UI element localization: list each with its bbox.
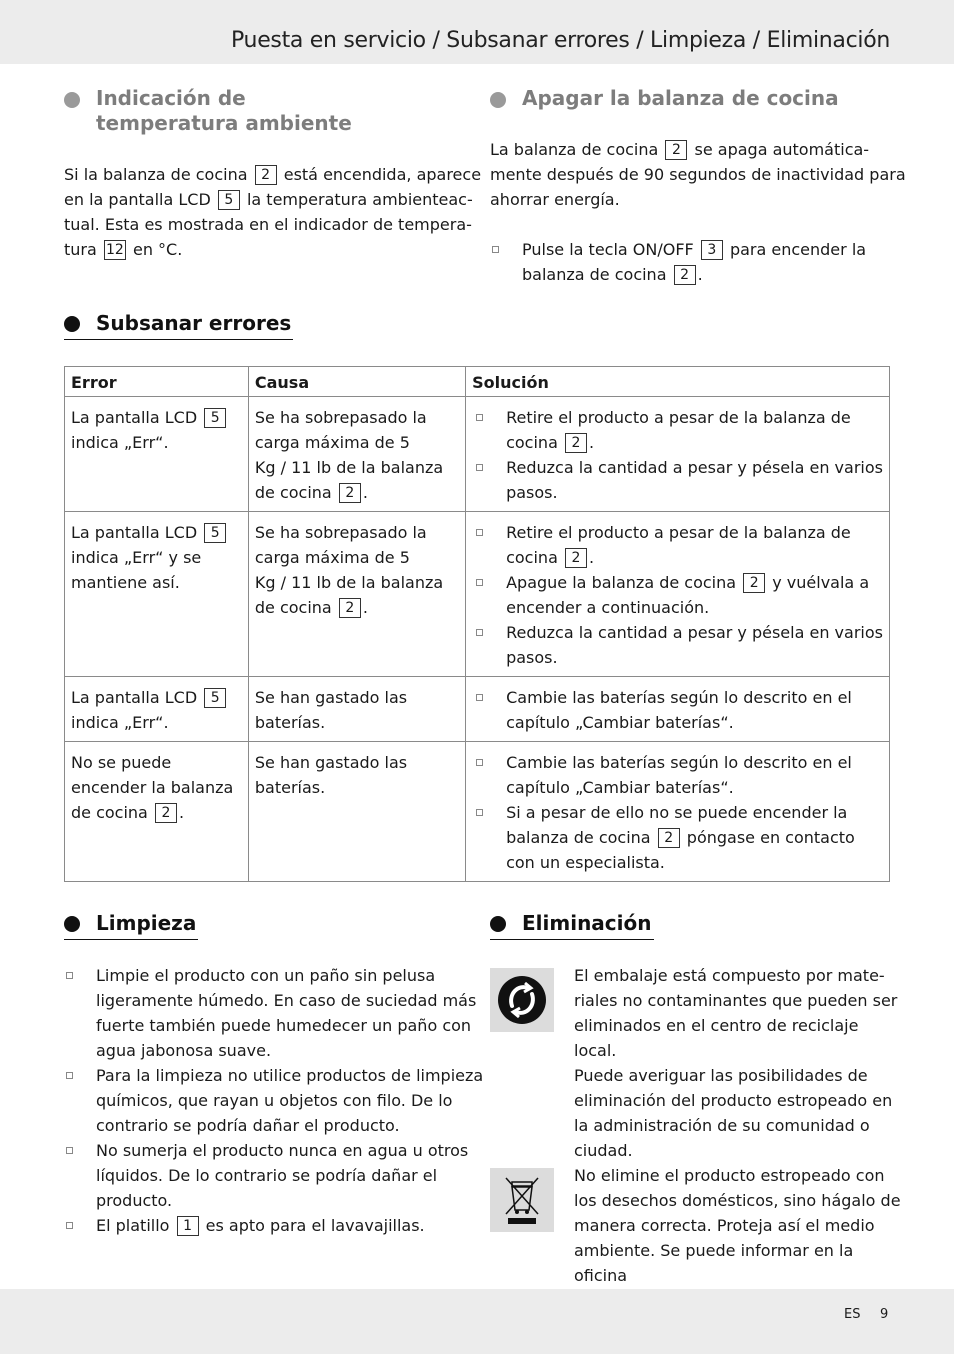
heading-limpieza-text: Limpieza bbox=[64, 911, 198, 940]
page-footer bbox=[0, 1289, 954, 1354]
text: tual. Esta es mostrada en el indicador de tempera- bbox=[64, 215, 472, 234]
checkbox-bullet-icon bbox=[476, 809, 483, 816]
table-row bbox=[65, 677, 890, 742]
heading-apagar bbox=[490, 86, 890, 111]
text: No sumerja el producto nunca en agua u otros bbox=[96, 1141, 469, 1160]
checkbox-bullet-icon bbox=[476, 414, 483, 421]
text: Se han gastado las bbox=[254, 753, 408, 772]
text: póngase en contacto bbox=[686, 828, 855, 847]
text: . bbox=[588, 433, 595, 452]
text: agua jabonosa suave. bbox=[96, 1041, 272, 1060]
ref-number: 2 bbox=[155, 803, 177, 823]
heading-eliminacion-text: Eliminación bbox=[490, 911, 654, 940]
text: No elimine el producto estropeado con bbox=[574, 1166, 885, 1185]
text: carga máxima de 5 bbox=[254, 433, 410, 452]
text: encender la balanza bbox=[71, 778, 234, 797]
heading-temperatura-line1: Indicación de bbox=[96, 86, 246, 110]
text: eliminación del producto estropeado en bbox=[574, 1091, 893, 1110]
apagar-bullet bbox=[490, 237, 900, 287]
text: la administración de su comunidad o bbox=[574, 1116, 870, 1135]
checkbox-bullet-icon bbox=[66, 1072, 73, 1079]
ref-number: 5 bbox=[204, 523, 226, 543]
text: Para la limpieza no utilice productos de limpieza bbox=[96, 1066, 484, 1085]
text: La pantalla LCD bbox=[71, 408, 198, 427]
text: La pantalla LCD bbox=[71, 688, 198, 707]
errors-table bbox=[64, 366, 890, 882]
text: Se ha sobrepasado la bbox=[254, 523, 427, 542]
text: mantiene así. bbox=[71, 573, 180, 592]
text: con un especialista. bbox=[506, 853, 665, 872]
list-item bbox=[64, 1138, 484, 1213]
temperatura-paragraph bbox=[64, 162, 482, 262]
ref-number: 5 bbox=[204, 408, 226, 428]
ref-number: 12 bbox=[104, 240, 126, 260]
page-number: 9 bbox=[880, 1307, 889, 1322]
text: Si a pesar de ello no se puede encender la bbox=[506, 803, 848, 822]
text: producto. bbox=[96, 1191, 173, 1210]
cell-solucion bbox=[466, 742, 890, 882]
cell-error bbox=[65, 397, 249, 512]
text: manera correcta. Proteja así el medio bbox=[574, 1216, 875, 1235]
list-item bbox=[64, 1063, 484, 1138]
text: fuerte también puede humedecer un paño con bbox=[96, 1016, 472, 1035]
column-header-causa: Causa bbox=[248, 367, 465, 397]
ref-number: 2 bbox=[665, 140, 687, 160]
checkbox-bullet-icon bbox=[476, 629, 483, 636]
text: ahorrar energía. bbox=[490, 190, 620, 209]
text: ambiente. Se puede informar en la oficina bbox=[574, 1241, 854, 1285]
text: capítulo „Cambiar baterías“. bbox=[506, 778, 734, 797]
ref-number: 2 bbox=[565, 548, 587, 568]
checkbox-bullet-icon bbox=[476, 529, 483, 536]
text: cocina bbox=[506, 433, 558, 452]
text: Kg / 11 lb de la balanza bbox=[254, 573, 444, 592]
checkbox-bullet-icon bbox=[66, 1147, 73, 1154]
text: balanza de cocina bbox=[522, 265, 667, 284]
heading-apagar-text: Apagar la balanza de cocina bbox=[522, 86, 839, 110]
text: encender a continuación. bbox=[506, 598, 710, 617]
cell-causa bbox=[248, 742, 465, 882]
list-item bbox=[474, 620, 883, 670]
text: eliminados en el centro de reciclaje local. bbox=[574, 1016, 859, 1060]
text: de cocina bbox=[254, 483, 332, 502]
ref-number: 2 bbox=[565, 433, 587, 453]
cell-causa bbox=[248, 512, 465, 677]
ref-number: 3 bbox=[701, 240, 723, 260]
ref-number: 2 bbox=[339, 598, 361, 618]
text: Retire el producto a pesar de la balanza de bbox=[506, 523, 851, 542]
checkbox-bullet-icon bbox=[476, 464, 483, 471]
text: Reduzca la cantidad a pesar y pésela en varios bbox=[506, 458, 883, 477]
text: pasos. bbox=[506, 483, 558, 502]
text: indica „Err“ y se bbox=[71, 548, 202, 567]
apagar-paragraph bbox=[490, 137, 906, 212]
table-row bbox=[65, 742, 890, 882]
text: la temperatura ambienteac- bbox=[246, 190, 473, 209]
list-item bbox=[474, 570, 883, 620]
ref-number: 2 bbox=[658, 828, 680, 848]
text: los desechos domésticos, sino hágalo de bbox=[574, 1191, 901, 1210]
ref-number: 2 bbox=[674, 265, 696, 285]
text: químicos, que rayan u objetos con filo. De lo bbox=[96, 1091, 453, 1110]
list-item bbox=[474, 520, 883, 570]
cell-solucion bbox=[466, 397, 890, 512]
text: en °C. bbox=[132, 240, 183, 259]
text: baterías. bbox=[254, 713, 326, 732]
text: se apaga automática- bbox=[694, 140, 870, 159]
ref-number: 2 bbox=[743, 573, 765, 593]
text: Cambie las baterías según lo descrito en el bbox=[506, 688, 852, 707]
text: Apague la balanza de cocina bbox=[506, 573, 737, 592]
eliminacion-paragraph-2 bbox=[574, 1163, 904, 1288]
ref-number: 2 bbox=[255, 165, 277, 185]
text: La balanza de cocina bbox=[490, 140, 659, 159]
text: baterías. bbox=[254, 778, 326, 797]
heading-limpieza bbox=[64, 911, 198, 940]
text: para encender la bbox=[729, 240, 867, 259]
text: es apto para el lavavajillas. bbox=[205, 1216, 425, 1235]
text: . bbox=[178, 803, 185, 822]
table-header-row bbox=[65, 367, 890, 397]
text: capítulo „Cambiar baterías“. bbox=[506, 713, 734, 732]
checkbox-bullet-icon bbox=[476, 579, 483, 586]
text: Reduzca la cantidad a pesar y pésela en varios bbox=[506, 623, 883, 642]
text: indica „Err“. bbox=[71, 713, 169, 732]
heading-subsanar-text: Subsanar errores bbox=[64, 311, 293, 340]
checkbox-bullet-icon bbox=[476, 759, 483, 766]
text: La pantalla LCD bbox=[71, 523, 198, 542]
ref-number: 1 bbox=[177, 1216, 199, 1236]
checkbox-bullet-icon bbox=[66, 972, 73, 979]
text: líquidos. De lo contrario se podría dañar el bbox=[96, 1166, 438, 1185]
text: . bbox=[697, 265, 703, 284]
text: pasos. bbox=[506, 648, 558, 667]
checkbox-bullet-icon bbox=[492, 246, 499, 253]
text: El platillo bbox=[96, 1216, 170, 1235]
page-title: Puesta en servicio / Subsanar errores / Limpieza / Eliminación bbox=[230, 28, 890, 53]
heading-eliminacion bbox=[490, 911, 654, 940]
table-row bbox=[65, 397, 890, 512]
text: riales no contaminantes que pueden ser bbox=[574, 991, 898, 1010]
text: Retire el producto a pesar de la balanza de bbox=[506, 408, 851, 427]
text: . bbox=[362, 483, 368, 502]
column-header-solucion: Solución bbox=[466, 367, 890, 397]
checkbox-bullet-icon bbox=[476, 694, 483, 701]
text: Pulse la tecla ON/OFF bbox=[522, 240, 694, 259]
text: mente después de 90 segundos de inactividad para bbox=[490, 165, 906, 184]
limpieza-list bbox=[64, 963, 484, 1238]
text: está encendida, aparece bbox=[283, 165, 482, 184]
text: carga máxima de 5 bbox=[254, 548, 410, 567]
language-code: ES bbox=[844, 1307, 861, 1322]
page-header bbox=[0, 0, 954, 64]
ref-number: 5 bbox=[218, 190, 240, 210]
table-row bbox=[65, 512, 890, 677]
list-item bbox=[474, 405, 883, 455]
text: . bbox=[588, 548, 595, 567]
text: cocina bbox=[506, 548, 558, 567]
list-item bbox=[474, 455, 883, 505]
text: tura bbox=[64, 240, 97, 259]
text: El embalaje está compuesto por mate- bbox=[574, 966, 885, 985]
list-item bbox=[64, 1213, 484, 1238]
cell-error bbox=[65, 512, 249, 677]
text: en la pantalla LCD bbox=[64, 190, 211, 209]
text: Si la balanza de cocina bbox=[64, 165, 248, 184]
cell-solucion bbox=[466, 512, 890, 677]
text: Limpie el producto con un paño sin pelusa bbox=[96, 966, 436, 985]
heading-subsanar-errores bbox=[64, 311, 293, 340]
ref-number: 5 bbox=[204, 688, 226, 708]
text: indica „Err“. bbox=[71, 433, 169, 452]
crossed-bin-icon bbox=[490, 1168, 554, 1232]
eliminacion-paragraph-1 bbox=[574, 963, 904, 1163]
bullet-dot-icon bbox=[64, 92, 80, 108]
text: . bbox=[362, 598, 368, 617]
text: Se han gastado las bbox=[254, 688, 408, 707]
text: y vuélvala a bbox=[772, 573, 870, 592]
heading-temperatura bbox=[64, 86, 464, 136]
cell-error bbox=[65, 677, 249, 742]
green-dot-icon bbox=[490, 968, 554, 1032]
list-item bbox=[64, 963, 484, 1063]
ref-number: 2 bbox=[339, 483, 361, 503]
heading-temperatura-line2: temperatura ambiente bbox=[96, 111, 352, 135]
cell-causa bbox=[248, 677, 465, 742]
text: balanza de cocina bbox=[506, 828, 651, 847]
text: ligeramente húmedo. En caso de suciedad más bbox=[96, 991, 477, 1010]
column-header-error: Error bbox=[65, 367, 249, 397]
text: ciudad. bbox=[574, 1141, 633, 1160]
text: contrario se podría dañar el producto. bbox=[96, 1116, 400, 1135]
text: No se puede bbox=[71, 753, 172, 772]
text: Se ha sobrepasado la bbox=[254, 408, 427, 427]
cell-error bbox=[65, 742, 249, 882]
text: Cambie las baterías según lo descrito en el bbox=[506, 753, 852, 772]
cell-solucion bbox=[466, 677, 890, 742]
text: de cocina bbox=[71, 803, 148, 822]
text: de cocina bbox=[254, 598, 332, 617]
list-item bbox=[474, 800, 883, 875]
bullet-dot-icon bbox=[490, 92, 506, 108]
checkbox-bullet-icon bbox=[66, 1222, 73, 1229]
text: Puede averiguar las posibilidades de bbox=[574, 1066, 868, 1085]
list-item bbox=[474, 750, 883, 800]
cell-causa bbox=[248, 397, 465, 512]
list-item bbox=[474, 685, 883, 735]
text: Kg / 11 lb de la balanza bbox=[254, 458, 444, 477]
